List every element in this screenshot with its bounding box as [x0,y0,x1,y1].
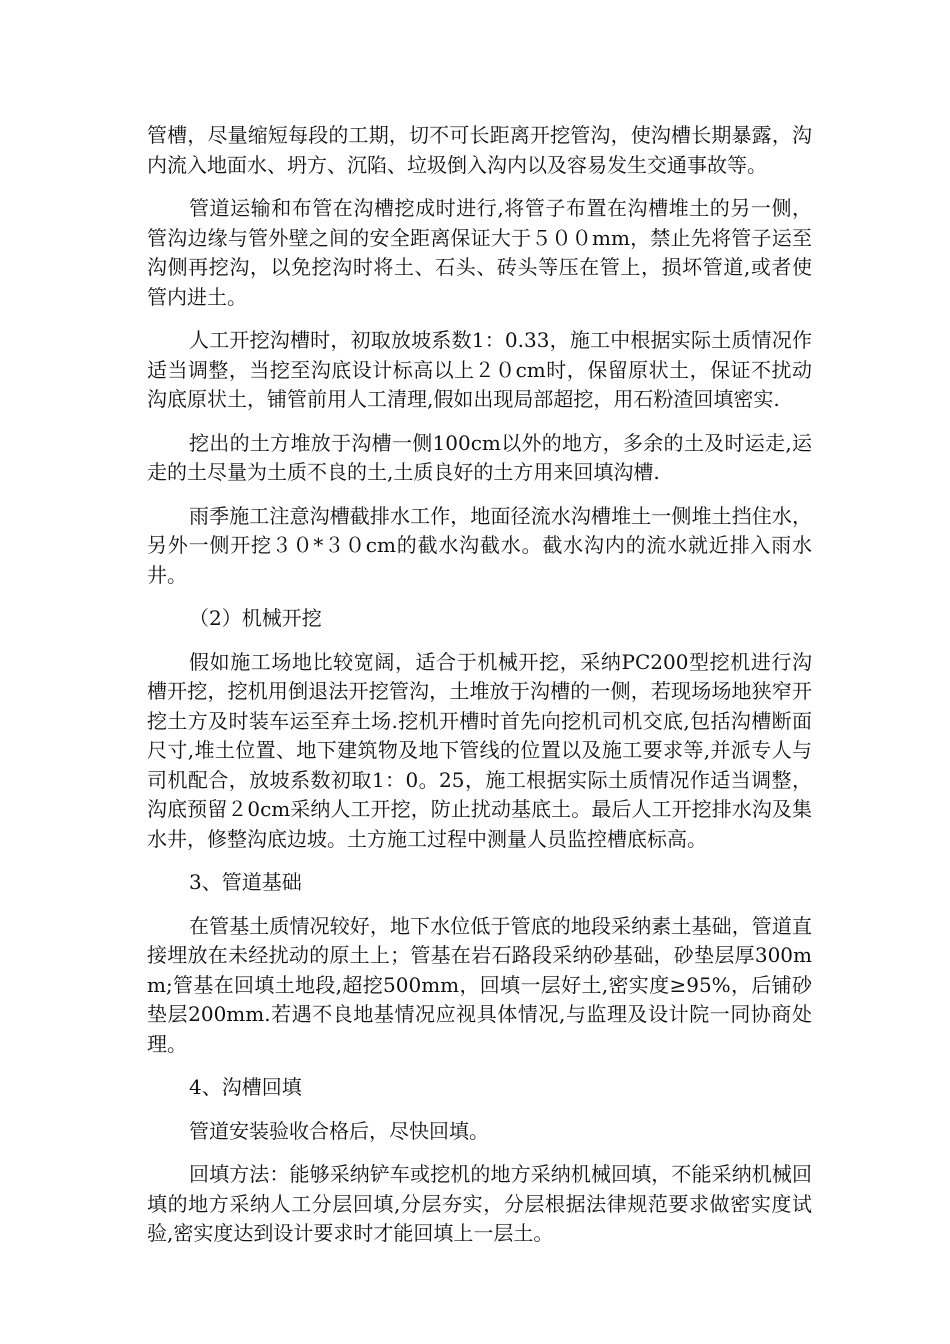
paragraph-pipe-trench-continued: 管槽，尽量缩短每段的工期，切不可长距离开挖管沟，使沟槽长期暴露，沟内流入地面水、坍方、沉陷、垃圾倒入沟内以及容易发生交通事故等。 [147,123,812,177]
paragraph-rainy-season-drainage: 雨季施工注意沟槽截排水工作，地面径流水沟槽堆土一侧堆土挡住水，另外一侧开挖３０*３０cm的截水沟截水。截水沟内的流水就近排入雨水井。 [147,503,812,587]
heading-trench-backfill: 4、沟槽回填 [189,1075,302,1099]
paragraph-backfill-method: 回填方法：能够采纳铲车或挖机的地方采纳机械回填，不能采纳机械回填的地方采纳人工分层回填,分层夯实，分层根据法律规范要求做密实度试验,密实度达到设计要求时才能回填上一层土。 [147,1162,812,1245]
paragraph-pipe-foundation: 在管基土质情况较好，地下水位低于管底的地段采纳素土基础，管道直接埋放在未经扰动的原土上；管基在岩石路段采纳砂基础，砂垫层厚300mm;管基在回填土地段,超挖500mm，回填一层好土,密实度≥95%，后铺砂垫层200mm.若遇不良地基情况应视具体情况,与监理及设计院一同协商处理。 [147,913,812,1056]
paragraph-backfill-after-acceptance: 管道安装验收合格后，尽快回填。 [189,1118,489,1143]
paragraph-mechanical-excavation: 假如施工场地比较宽阔，适合于机械开挖，采纳PC200型挖机进行沟槽开挖，挖机用倒退法开挖管沟，土堆放于沟槽的一侧，若现场场地狭窄开挖土方及时装车运至弃土场.挖机开槽时首先向挖机司机交底,包括沟槽断面尺寸,堆土位置、地下建筑物及地下管线的位置以及施工要求等,并派专人与司机配合，放坡系数初取1：0。25，施工根据实际土质情况作适当调整，沟底预留２0cm采纳人工开挖，防止扰动基底土。最后人工开挖排水沟及集水井，修整沟底边坡。土方施工过程中测量人员监控槽底标高。 [147,649,812,851]
document-body [147,121,812,1263]
paragraph-manual-excavation: 人工开挖沟槽时，初取放坡系数1：0.33，施工中根据实际土质情况作适当调整，当挖至沟底设计标高以上２０cm时，保留原状土，保证不扰动沟底原状土，铺管前用人工清理,假如出现局部超挖，用石粉渣回填密实. [147,328,812,411]
heading-mechanical-excavation: （2）机械开挖 [189,606,322,630]
heading-pipe-foundation: 3、管道基础 [189,870,302,894]
paragraph-spoil-stacking: 挖出的土方堆放于沟槽一侧100cm以外的地方，多余的土及时运走,运走的土尽量为土质不良的土,土质良好的土方用来回填沟槽. [147,430,812,484]
paragraph-pipe-transport-layout: 管道运输和布管在沟槽挖成时进行,将管子布置在沟槽堆土的另一侧，管沟边缘与管外壁之间的安全距离保证大于５００mm，禁止先将管子运至沟侧再挖沟，以免挖沟时将土、石头、砖头等压在管上，损坏管道,或者使管内进土。 [147,196,812,309]
